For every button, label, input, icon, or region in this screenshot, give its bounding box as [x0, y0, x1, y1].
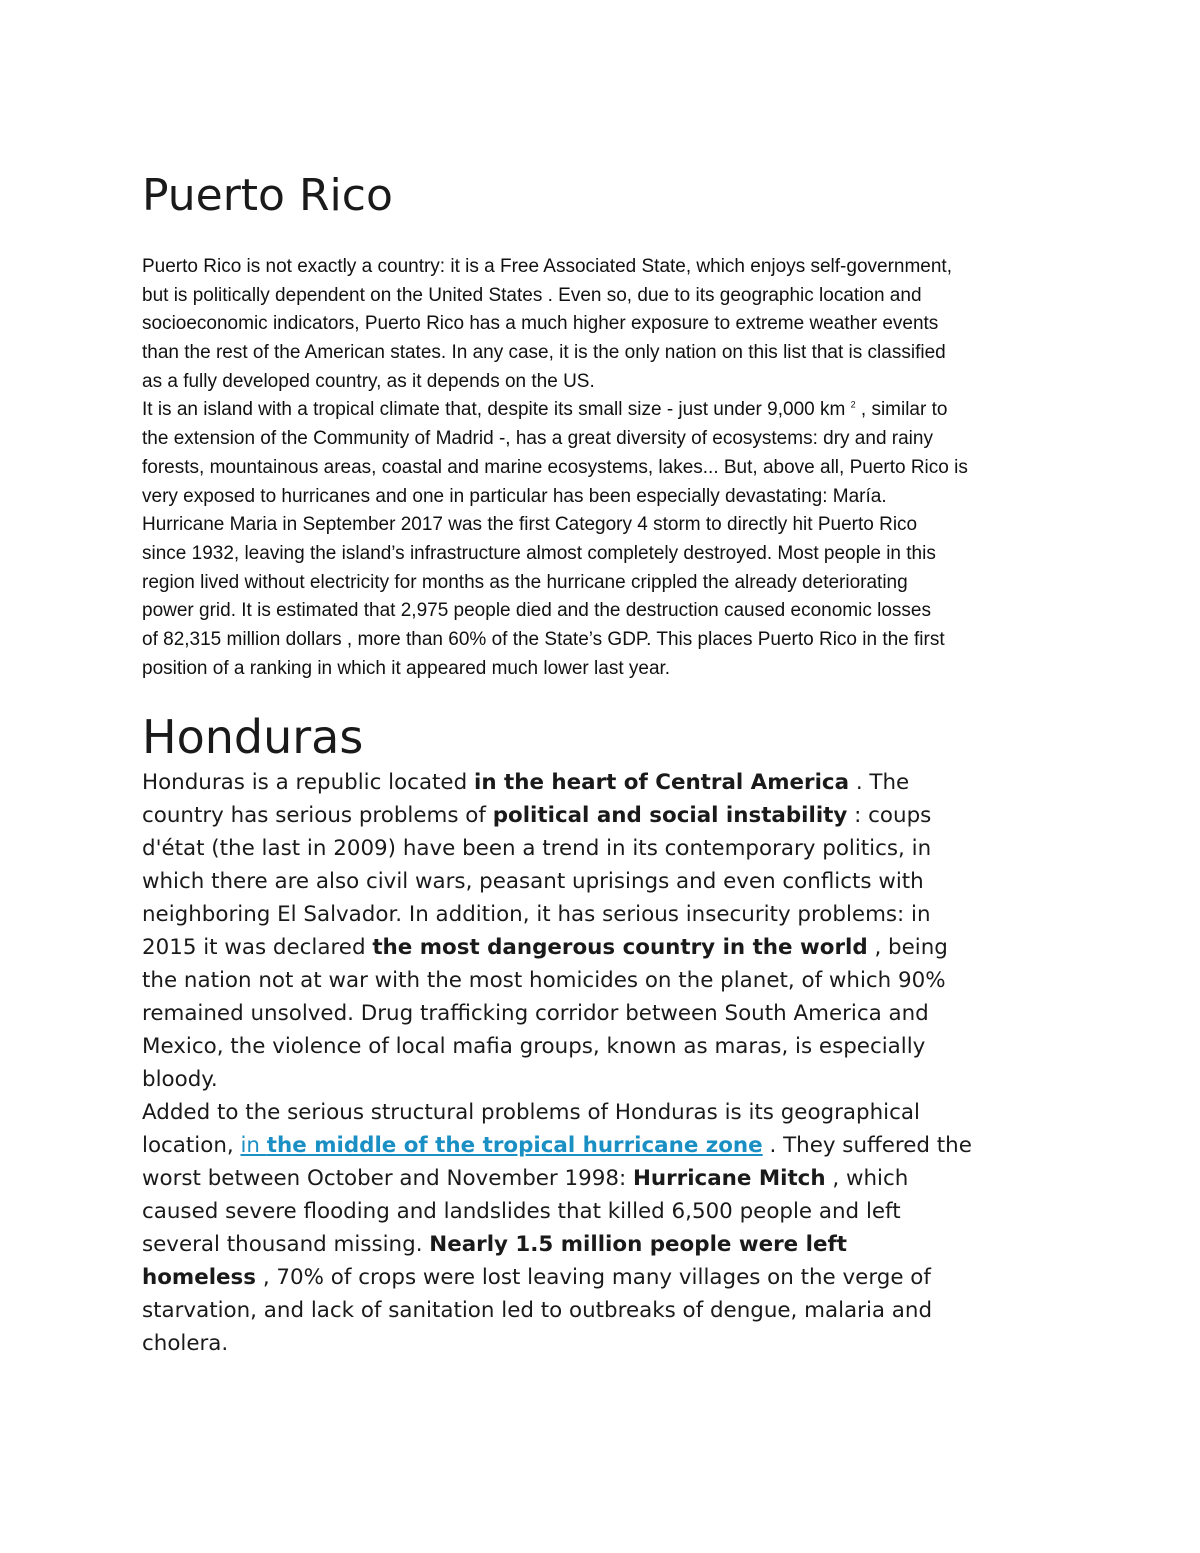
honduras-line — [142, 799, 1072, 832]
honduras-line: Mexico, the violence of local mafia groups, known as maras, is especially — [142, 1034, 926, 1059]
honduras-line: remained unsolved. Drug trafficking corridor between South America and — [142, 1001, 929, 1026]
honduras-body — [142, 766, 1072, 1360]
puerto-rico-line: region lived without electricity for months as the hurricane crippled the already deteriorating — [142, 571, 908, 593]
text-run: , being — [867, 935, 948, 960]
heading-puerto-rico: Puerto Rico — [142, 170, 393, 221]
bold-run: political and social instability — [492, 803, 848, 828]
link-bold-text: the middle of the tropical hurricane zone — [266, 1133, 763, 1158]
puerto-rico-line: than the rest of the American states. In any case, it is the only nation on this list that is classified — [142, 342, 946, 364]
puerto-rico-line: of 82,315 million dollars , more than 60% of the State’s GDP. This places Puerto Rico in the first — [142, 628, 945, 650]
puerto-rico-line: forests, mountainous areas, coastal and marine ecosystems, lakes... But, above all, Puerto Rico is — [142, 456, 968, 478]
honduras-line — [142, 766, 1072, 799]
text-run: location, — [142, 1133, 241, 1158]
puerto-rico-line: since 1932, leaving the island’s infrastructure almost completely destroyed. Most people in this — [142, 542, 936, 564]
area-text: It is an island with a tropical climate that, despite its small size - just under 9,000 km — [142, 399, 846, 421]
puerto-rico-line: power grid. It is estimated that 2,975 people died and the destruction caused economic losses — [142, 600, 931, 622]
text-run: several thousand missing. — [142, 1232, 430, 1257]
bold-run: homeless — [142, 1265, 257, 1290]
honduras-line — [142, 1261, 1072, 1294]
puerto-rico-line: Hurricane Maria in September 2017 was the first Category 4 storm to directly hit Puerto Rico — [142, 514, 918, 536]
honduras-line: bloody. — [142, 1067, 218, 1092]
puerto-rico-line — [142, 396, 1072, 425]
honduras-line — [142, 931, 1072, 964]
text-run: 2015 it was declared — [142, 935, 373, 960]
heading-honduras: Honduras — [142, 710, 364, 764]
honduras-line — [142, 1162, 1072, 1195]
honduras-line: caused severe flooding and landslides that killed 6,500 people and left — [142, 1199, 901, 1224]
honduras-line: neighboring El Salvador. In addition, it has serious insecurity problems: in — [142, 902, 931, 927]
puerto-rico-line: but is politically dependent on the United States . Even so, due to its geographic location and — [142, 284, 922, 306]
honduras-line: which there are also civil wars, peasant uprisings and even conflicts with — [142, 869, 924, 894]
text-run: , 70% of crops were lost leaving many villages on the verge of — [256, 1265, 931, 1290]
puerto-rico-line: very exposed to hurricanes and one in particular has been especially devastating: María. — [142, 485, 887, 507]
text-run: worst between October and November 1998: — [142, 1166, 633, 1191]
bold-run: Nearly 1.5 million people were left — [429, 1232, 847, 1257]
area-text-after: , similar to — [855, 399, 948, 421]
hurricane-zone-link[interactable] — [240, 1133, 762, 1158]
puerto-rico-line: socioeconomic indicators, Puerto Rico has a much higher exposure to extreme weather events — [142, 313, 939, 335]
honduras-line: the nation not at war with the most homicides on the planet, of which 90% — [142, 968, 946, 993]
text-run: country has serious problems of — [142, 803, 493, 828]
bold-run: in the heart of Central America — [473, 770, 850, 795]
puerto-rico-line: Puerto Rico is not exactly a country: it is a Free Associated State, which enjoys self-government, — [142, 256, 952, 277]
puerto-rico-line: the extension of the Community of Madrid -, has a great diversity of ecosystems: dry and rainy — [142, 428, 933, 450]
bold-run: Hurricane Mitch — [632, 1166, 826, 1191]
puerto-rico-body — [142, 253, 1072, 683]
honduras-line — [142, 1228, 1072, 1261]
honduras-line — [142, 1129, 1072, 1162]
honduras-line: Added to the serious structural problems of Honduras is its geographical — [142, 1100, 920, 1125]
text-run: . They suffered the — [762, 1133, 972, 1158]
puerto-rico-line: as a fully developed country, as it depends on the US. — [142, 370, 595, 392]
honduras-line: starvation, and lack of sanitation led to outbreaks of dengue, malaria and — [142, 1298, 933, 1323]
puerto-rico-line: position of a ranking in which it appeared much lower last year. — [142, 657, 671, 679]
bold-run: the most dangerous country in the world — [372, 935, 868, 960]
text-run: . The — [849, 770, 910, 795]
link-text: in — [240, 1133, 267, 1158]
text-run: , which — [825, 1166, 909, 1191]
text-run: : coups — [847, 803, 932, 828]
text-run: Honduras is a republic located — [142, 770, 474, 795]
superscript-two: 2 — [850, 400, 856, 411]
honduras-line: cholera. — [142, 1331, 229, 1356]
honduras-line: d'état (the last in 2009) have been a trend in its contemporary politics, in — [142, 836, 932, 861]
